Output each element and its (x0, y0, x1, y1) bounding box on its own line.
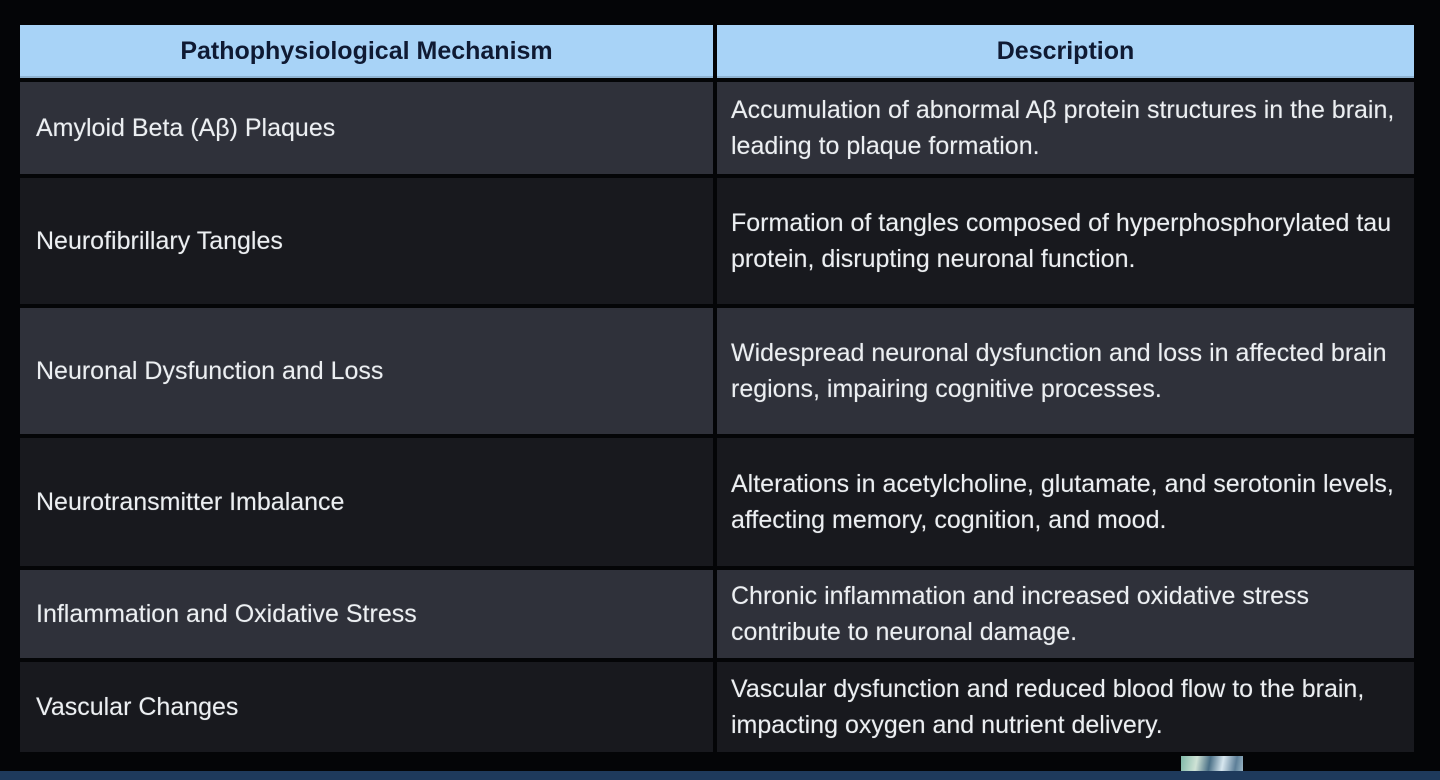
description-cell: Widespread neuronal dysfunction and loss in affected brain regions, impairing cognitive processes. (717, 308, 1414, 434)
mechanism-cell: Neuronal Dysfunction and Loss (20, 308, 713, 434)
description-cell: Accumulation of abnormal Aβ protein structures in the brain, leading to plaque formation. (717, 82, 1414, 174)
description-cell: Formation of tangles composed of hyperphosphorylated tau protein, disrupting neuronal function. (717, 178, 1414, 304)
bottom-bar (0, 771, 1440, 780)
mechanism-cell: Vascular Changes (20, 662, 713, 752)
table-header-row (20, 25, 1414, 78)
description-cell: Alterations in acetylcholine, glutamate, and serotonin levels, affecting memory, cognition, and mood. (717, 438, 1414, 566)
header-mechanism: Pathophysiological Mechanism (20, 25, 713, 78)
table-row (20, 308, 1414, 434)
table-row (20, 438, 1414, 566)
header-description: Description (717, 25, 1414, 78)
mechanism-cell: Amyloid Beta (Aβ) Plaques (20, 82, 713, 174)
table-row (20, 570, 1414, 658)
table-row (20, 178, 1414, 304)
mechanism-cell: Neurofibrillary Tangles (20, 178, 713, 304)
description-cell: Vascular dysfunction and reduced blood flow to the brain, impacting oxygen and nutrient delivery. (717, 662, 1414, 752)
pathophysiology-table (16, 21, 1418, 756)
table-row (20, 662, 1414, 752)
mechanism-cell: Inflammation and Oxidative Stress (20, 570, 713, 658)
description-cell: Chronic inflammation and increased oxidative stress contribute to neuronal damage. (717, 570, 1414, 658)
mechanism-cell: Neurotransmitter Imbalance (20, 438, 713, 566)
table-row (20, 82, 1414, 174)
